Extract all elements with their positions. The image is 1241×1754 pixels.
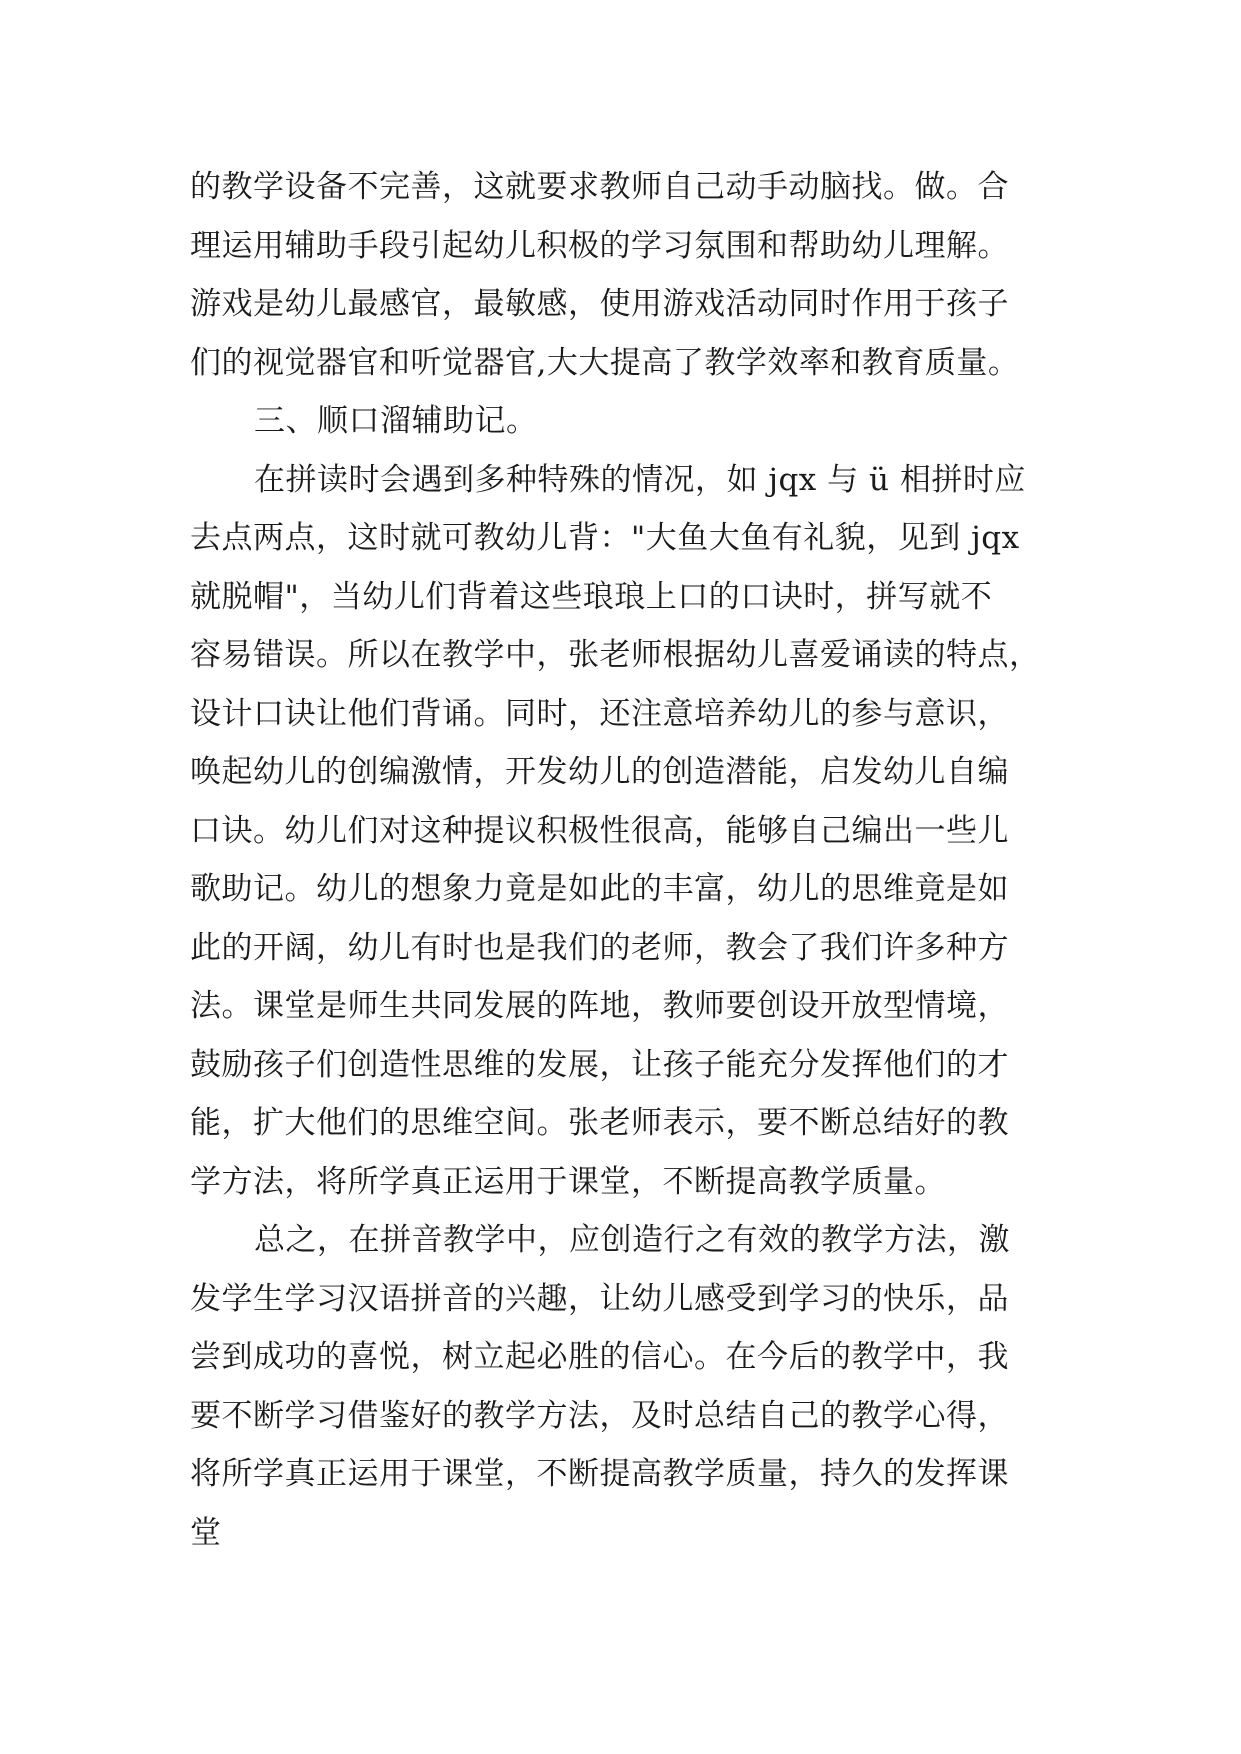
text-line: 法。课堂是师生共同发展的阵地，教师要创设开放型情境， — [190, 988, 1009, 1024]
text-line: 设计口诀让他们背诵。同时，还注意培养幼儿的参与意识， — [190, 695, 1009, 732]
text-line: 堂 — [190, 1514, 222, 1551]
text-line: 在拼读时会遇到多种特殊的情况，如 jqx 与 ü 相拼时应 — [254, 461, 1026, 498]
text-line: 的教学设备不完善，这就要求教师自己动手动脑找。做。合 — [190, 169, 1009, 205]
text-line: 理运用辅助手段引起幼儿积极的学习氛围和帮助幼儿理解。 — [190, 227, 1009, 264]
text-line: 发学生学习汉语拼音的兴趣，让幼儿感受到学习的快乐，品 — [190, 1280, 1009, 1317]
text-line: 三、顺口溜辅助记。 — [254, 403, 538, 439]
text-line: 游戏是幼儿最感官，最敏感，使用游戏活动同时作用于孩子 — [190, 286, 1009, 322]
text-line: 此的开阔，幼儿有时也是我们的老师，教会了我们许多种方 — [190, 929, 1009, 966]
body-text — [190, 158, 1090, 1562]
text-line: 歌助记。幼儿的想象力竟是如此的丰富，幼儿的思维竟是如 — [190, 871, 1009, 907]
text-line: 要不断学习借鉴好的教学方法，及时总结自己的教学心得， — [190, 1397, 1009, 1434]
text-line: 容易错误。所以在教学中，张老师根据幼儿喜爱诵读的特点， — [190, 637, 1041, 673]
text-line: 们的视觉器官和听觉器官,大大提高了教学效率和教育质量。 — [190, 344, 1020, 381]
text-line: 口诀。幼儿们对这种提议积极性很高，能够自己编出一些儿 — [190, 812, 1009, 849]
text-line: 能，扩大他们的思维空间。张老师表示，要不断总结好的教 — [190, 1105, 1009, 1141]
text-line: 学方法，将所学真正运用于课堂，不断提高教学质量。 — [190, 1163, 946, 1200]
text-line: 去点两点，这时就可教幼儿背："大鱼大鱼有礼貌，见到 jqx — [190, 520, 1020, 556]
text-line: 尝到成功的喜悦，树立起必胜的信心。在今后的教学中，我 — [190, 1339, 1009, 1375]
text-line: 将所学真正运用于课堂，不断提高教学质量，持久的发挥课 — [190, 1456, 1009, 1492]
text-line: 唤起幼儿的创编激情，开发幼儿的创造潜能，启发幼儿自编 — [190, 754, 1009, 790]
text-line: 鼓励孩子们创造性思维的发展，让孩子能充分发挥他们的才 — [190, 1046, 1009, 1083]
text-line: 总之，在拼音教学中，应创造行之有效的教学方法，激 — [254, 1222, 1010, 1258]
text-line: 就脱帽"，当幼儿们背着这些琅琅上口的口诀时，拼写就不 — [190, 578, 993, 615]
